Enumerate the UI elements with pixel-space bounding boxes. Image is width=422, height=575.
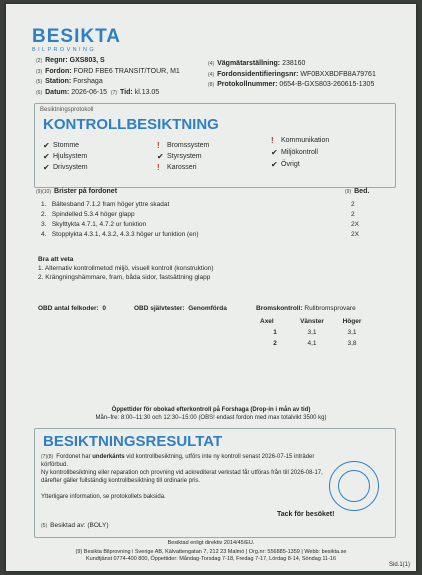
result-para: (7)(8) Fordonet har underkänts vid kontrollbesiktning, utförs inte ny kontroll senast 2026-07-15 inträder körförbud. [41,454,315,468]
check-item: ✔ Drivsystem [43,163,88,172]
page-number: Sid.1(1) [388,562,410,568]
thanks-text: Tack för besöket! [277,511,335,518]
brake-table-header: Axel Vänster Höger [260,318,362,325]
defect-bed: 2 [351,201,355,208]
station-value: Forshaga [73,78,103,85]
check-icon: ✔ [157,152,164,161]
inspector-row: (5) Besiktad av: (BOLY) [41,522,109,529]
fordon-value: FORD FBE6 TRANSIT/TOUR, M1 [73,67,180,75]
warning-icon: ! [271,136,274,145]
fordon-row: (3) Fordon: FORD FBE6 TRANSIT/TOUR, M1 [36,67,180,75]
obd-errors: OBD antal felkoder: 0 [38,305,106,312]
tid-value: kl.13.05 [134,88,160,96]
protocol-number-value: 0654-B-GXS803-260615-1305 [279,81,375,88]
defect-row: 1. Bältesband 7.1.2 fram höger yttre skadat [41,201,170,208]
opening-line: Mån–fre: 8:00–11:30 och 12:30–15:00 (OBS! endast fordon med max totalvikt 3500 kg) [95,415,327,421]
check-item: ✔ Styrsystem [157,152,202,161]
protocol-number-row: (8) Protokollnummer: 0654-B-GXS803-260615-1305 [208,81,375,88]
brake-table-row: 2 4,1 3,8 [273,340,357,347]
station-row: (5) Station: Forshaga [36,78,103,85]
protocol-box [34,103,396,188]
check-item: ✔ Övrigt [271,160,300,169]
vin-row: (4) Fordonsidentifieringsnr: WF0BXXBDFB8A79761 [208,70,376,78]
check-icon: ✔ [271,160,278,169]
defect-row: 4. Stopplykta 4.3.1, 4.3.2, 4.3.3 höger ur funktion (en) [41,231,199,238]
defect-bed: 2X [351,221,359,228]
defect-bed: 2 [351,211,355,218]
opening-hours [6,406,416,422]
check-icon: ✔ [271,148,278,157]
warning-icon: ! [157,163,160,172]
logo-sub: BILPROVNING [32,47,96,53]
odometer-row: (4) Vägmätarställning: 238160 [208,60,306,67]
defect-row: 2. Spindelled 5.3.4 höger glapp [41,211,135,218]
logo-brand: BESIKTA [32,26,121,47]
result-title: BESIKTNINGSRESULTAT [43,433,223,450]
header-left [36,56,180,98]
regnr-row: (2) Regnr: GXS803, S [36,57,105,64]
good-heading: Bra att veta [38,256,74,263]
result-text [41,453,331,501]
vin-value: WF0BXXBDFB8A79761 [300,70,376,78]
result-para: Ny kontrollbesiktning eller reparation och provning vid ackrediterat verkstad får utföras från till 2026-08-17, därefter gäller fullständig kontrollbesiktning till ordinarie pris. [41,470,323,484]
swedac-seal [329,461,379,511]
brake-table [260,317,370,348]
defect-row: 3. Skylttykta 4.7.1, 4.7.2 ur funktion [41,221,147,228]
besikta-logo [32,26,121,53]
good-to-know [38,255,214,282]
datum-row: (6) Datum: 2026-06-15 (7) Tid: kl.13.05 [36,88,160,96]
inspection-document [6,4,416,571]
seal-inner [338,470,370,502]
warning-icon: ! [157,141,160,150]
defects-heading: (9)(10) Brister på fordonet [36,188,118,195]
check-item: ! Bromssystem [157,141,210,150]
footer-directive: Besiktad enligt direktiv 2014/45/EU. [167,540,255,546]
good-line: 1. Alternativ kontrollmetod miljö, visuell kontroll (konstruktion) [38,265,214,272]
header-right [208,59,376,91]
protocol-small-label: Besiktningsprotokoll [40,107,94,113]
datum-value: 2026-06-15 [71,88,108,96]
check-item: ! Karosseri [157,163,197,172]
brake-table-row: 1 3,1 3,1 [273,329,357,336]
check-item: ✔ Hjulsystem [43,152,88,161]
odometer-value: 238160 [282,60,306,67]
result-info: Ytterligare information, se protokollets baksida. [41,494,166,500]
check-item: ! Kommunikation [271,136,330,145]
good-line: 2. Krängningshämmare, fram, båda sidor, fastsättning glapp [38,274,211,281]
result-box [34,428,396,538]
inspector-value: (BOLY) [87,522,109,529]
obd-selftest: OBD självtester: Genomförda [134,305,227,312]
check-item: ✔ Stomme [43,141,80,150]
opening-line: Öppettider för obokad efterkontroll på Forshaga (Drop-in i mån av tid) [111,407,311,413]
defects-bed-heading: (9) Bed. [345,188,370,195]
protocol-title: KONTROLLBESIKTNING [43,116,219,133]
footer-company: (9) Besikta Bilprovning i Sverige AB, Kälvattengatan 7, 212 23 Malmö | Org.nr: 556885-1359 | Webb: besikta.se [75,549,347,555]
regnr-value: GXS803, S [69,57,105,64]
check-icon: ✔ [43,163,50,172]
footer-service: Kundtjänst 0774-400 800, Öppettider: Måndag-Torsdag 7-18, Fredag 7-17, Lördag 8-14, Söndag 11-16 [85,556,336,562]
check-icon: ✔ [43,152,50,161]
check-item: ✔ Miljökontroll [271,148,318,157]
defect-bed: 2X [351,231,359,238]
brake-check: Bromskontroll: Rullbromsprovare [256,305,356,312]
check-icon: ✔ [43,141,50,150]
